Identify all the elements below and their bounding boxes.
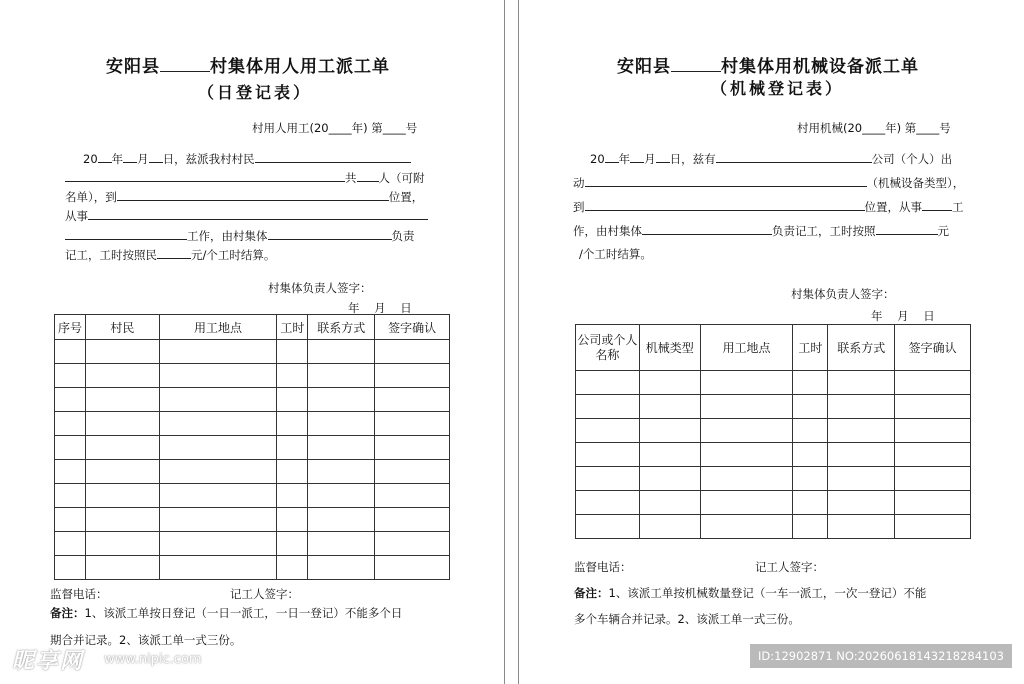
table-cell [85,412,159,436]
table-cell [700,491,793,515]
table-row [576,371,971,395]
table-cell [277,388,308,412]
left-line-2: 共 人（可附 [65,169,425,186]
table-cell [375,460,450,484]
table-row [576,515,971,539]
table-cell [85,340,159,364]
table-cell [308,460,375,484]
table-cell [308,484,375,508]
table-cell [895,371,971,395]
right-doc-number: 村用机械(20____年) 第____号 [797,121,951,135]
table-cell [375,508,450,532]
left-note-line-1: 备注：1、该派工单按日登记（一日一派工，一日一登记）不能多个日 [50,606,403,620]
table-row [576,467,971,491]
table-cell [159,484,277,508]
table-cell [639,371,700,395]
table-row [55,388,450,412]
right-note-line-2: 多个车辆合并记录。2、该派工单一式三份。 [574,612,800,626]
table-cell [895,491,971,515]
table-cell [828,443,895,467]
table-cell [308,508,375,532]
table-cell [85,436,159,460]
header-cell: 序号 [55,315,86,340]
right-table-header-row [576,325,971,371]
table-cell [159,340,277,364]
table-row [55,556,450,580]
table-cell [793,491,828,515]
table-cell [793,467,828,491]
table-cell [895,419,971,443]
table-cell [375,556,450,580]
left-table-header-row [55,315,450,340]
table-cell [55,460,86,484]
left-doc-number: 村用人用工(20____年) 第____号 [252,121,418,135]
sheet-gap [505,0,518,684]
table-cell [277,460,308,484]
header-cell: 联系方式 [308,315,375,340]
table-cell [375,484,450,508]
table-cell [375,340,450,364]
header-cell: 机械类型 [639,325,700,371]
table-cell [55,340,86,364]
table-cell [639,419,700,443]
table-cell [828,419,895,443]
table-cell [576,443,640,467]
watermark-id-bar: ID:12902871 NO:20260618143218284103 [750,644,1012,668]
table-cell [55,412,86,436]
left-title: 安阳县 村集体用人用工派工单 [106,57,390,77]
table-row [55,340,450,364]
table-cell [85,532,159,556]
right-note-line-1: 备注：1、该派工单按机械数量登记（一车一派工，一次一登记）不能 [574,586,927,600]
table-cell [895,515,971,539]
table-cell [159,556,277,580]
table-cell [55,436,86,460]
left-line-5: 工作，由村集体 负责 [65,227,415,244]
left-supervise-phone-label: 监督电话： [50,587,108,601]
table-cell [277,508,308,532]
table-cell [55,388,86,412]
table-cell [700,515,793,539]
watermark-url: www.nipic.com [104,652,202,667]
table-cell [85,556,159,580]
table-row [55,508,450,532]
table-row [55,364,450,388]
table-cell [576,467,640,491]
table-cell [576,515,640,539]
table-cell [308,364,375,388]
table-cell [375,388,450,412]
table-cell [700,395,793,419]
left-date-label: 年 月 日 [348,301,412,315]
right-recorder-sign-label: 记工人签字： [755,560,824,574]
table-row [576,419,971,443]
right-signer-label: 村集体负责人签字： [791,287,895,301]
header-cell: 公司或个人名称 [576,325,640,371]
table-cell [639,395,700,419]
table-cell [159,364,277,388]
table-row [576,395,971,419]
table-cell [793,515,828,539]
table-row [576,443,971,467]
table-cell [159,412,277,436]
table-cell [277,532,308,556]
table-cell [793,443,828,467]
right-line-2: 动 （机械设备类型）， [573,176,965,190]
table-cell [85,484,159,508]
table-cell [793,419,828,443]
table-cell [700,467,793,491]
table-cell [55,484,86,508]
header-cell: 村民 [85,315,159,340]
table-cell [576,491,640,515]
table-cell [277,484,308,508]
right-subtitle: （机械登记表） [711,79,845,98]
table-cell [375,412,450,436]
table-cell [308,412,375,436]
table-cell [159,532,277,556]
table-cell [55,532,86,556]
table-cell [277,436,308,460]
header-cell: 工时 [277,315,308,340]
table-cell [277,364,308,388]
table-cell [576,395,640,419]
left-line-3: 名单），到 位置， [65,190,424,204]
header-cell: 联系方式 [828,325,895,371]
right-supervise-phone-label: 监督电话： [574,560,632,574]
table-cell [639,443,700,467]
table-cell [55,556,86,580]
left-line-4: 从事 [65,207,428,224]
table-cell [308,388,375,412]
header-cell: 用工地点 [700,325,793,371]
left-worker-table [54,314,450,580]
header-cell: 签字确认 [895,325,971,371]
table-cell [375,532,450,556]
table-cell [700,419,793,443]
table-cell [828,395,895,419]
left-recorder-sign-label: 记工人签字： [230,587,299,601]
watermark-logo: 昵享网 [12,649,85,674]
table-row [55,412,450,436]
right-line-3: 到 位置，从事 工 [573,200,964,214]
table-cell [793,371,828,395]
table-cell [277,340,308,364]
header-cell: 用工地点 [159,315,277,340]
table-cell [828,467,895,491]
table-cell [277,556,308,580]
right-machine-table [575,324,971,539]
right-title: 安阳县 村集体用机械设备派工单 [617,57,919,77]
table-cell [85,460,159,484]
table-cell [895,467,971,491]
table-cell [159,436,277,460]
left-signer-label: 村集体负责人签字： [268,281,372,295]
table-cell [828,491,895,515]
table-cell [308,556,375,580]
right-form-sheet [518,0,1024,684]
table-cell [55,508,86,532]
table-cell [55,364,86,388]
table-cell [375,364,450,388]
table-row [55,532,450,556]
right-date-label: 年 月 日 [871,309,935,323]
table-row [55,436,450,460]
table-cell [700,371,793,395]
table-cell [639,467,700,491]
table-row [576,491,971,515]
table-cell [639,491,700,515]
table-cell [159,388,277,412]
table-row [55,484,450,508]
table-cell [895,443,971,467]
table-cell [576,419,640,443]
table-cell [308,436,375,460]
right-line-4: 作，由村集体 负责记工，工时按照 元 [573,224,949,238]
table-cell [828,371,895,395]
table-cell [159,460,277,484]
table-cell [828,515,895,539]
header-cell: 签字确认 [375,315,450,340]
table-cell [308,340,375,364]
table-row [55,460,450,484]
header-cell: 工时 [793,325,828,371]
left-form-sheet [0,0,505,684]
table-cell [793,395,828,419]
table-cell [375,436,450,460]
table-cell [700,443,793,467]
table-cell [639,515,700,539]
table-cell [85,364,159,388]
table-cell [277,412,308,436]
right-line-5: /个工时结算。 [579,247,652,261]
table-cell [85,508,159,532]
table-cell [85,388,159,412]
left-subtitle: （日登记表） [198,83,313,102]
table-cell [308,532,375,556]
left-note-line-2: 期合并记录。2、该派工单一式三份。 [50,633,242,647]
table-cell [895,395,971,419]
table-cell [159,508,277,532]
left-line-6: 记工，工时按照民 元/个工时结算。 [65,248,276,262]
left-line-1: 20 年 月 日，兹派我村村民 [83,150,411,167]
table-cell [576,371,640,395]
right-line-1: 20 年 月 日，兹有 公司（个人）出 [590,152,953,166]
